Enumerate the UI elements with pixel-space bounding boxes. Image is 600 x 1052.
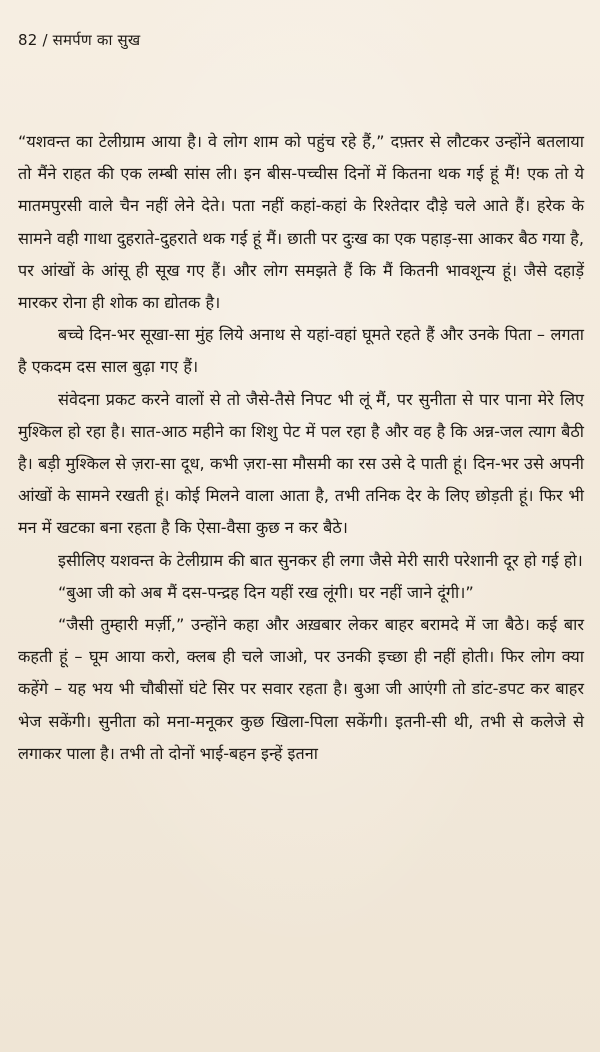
paragraph: बच्चे दिन-भर सूखा-सा मुंह लिये अनाथ से यहां-वहां घूमते रहते हैं और उनके पिता – लगता है एकदम दस साल बुढ़ा गए हैं। — [18, 325, 584, 377]
paragraph: संवेदना प्रकट करने वालों से तो जैसे-तैसे निपट भी लूं मैं, पर सुनीता से पार पाना मेरे लिए मुश्किल हो रहा है। सात-आठ महीने का शिशु पेट में पल रहा है और वह है कि अन्न-जल त्याग बैठी है। बड़ी मुश्किल से ज़रा-सा दूध, कभी ज़रा-सा मौसमी का रस उसे दे पाती हूं। दिन-भर उसे अपनी आंखों के सामने रखती हूं। कोई मिलने वाला आता है, तभी तनिक देर के लिए छोड़ती हूं। फिर भी मन में खटका बना रहता है कि ऐसा-वैसा कुछ न कर बैठे। — [18, 389, 584, 538]
paragraph: “बुआ जी को अब मैं दस-पन्द्रह दिन यहीं रख लूंगी। घर नहीं जाने दूंगी।” — [58, 582, 474, 602]
paragraph: इसीलिए यशवन्त के टेलीग्राम की बात सुनकर ही लगा जैसे मेरी सारी परेशानी दूर हो गई हो। — [58, 550, 583, 570]
paragraph: “यशवन्त का टेलीग्राम आया है। वे लोग शाम को पहुंच रहे हैं,” दफ़्तर से लौटकर उन्होंने बतलाया तो मैंने राहत की एक लम्बी सांस ली। इन बीस-पच्चीस दिनों में कितना थक गई हूं मैं! एक तो ये मातमपुरसी वाले चैन नहीं लेने देते। पता नहीं कहां-कहां के रिश्तेदार दौड़े चले आते हैं। हरेक के सामने वही गाथा दुहराते-दुहराते थक गई हूं मैं। छाती पर दुःख का एक पहाड़-सा आकर बैठ गया है, पर आंखों के आंसू ही सूख गए हैं। और लोग समझते हैं कि मैं कितनी भावशून्य हूं। जैसे दहाड़ें मारकर रोना ही शोक का द्योतक है। — [18, 132, 584, 313]
body-text — [18, 126, 584, 770]
paragraph: “जैसी तुम्हारी मर्ज़ी,” उन्होंने कहा और अख़बार लेकर बाहर बरामदे में जा बैठे। कई बार कहती हूं – घूम आया करो, क्लब ही चले जाओ, पर उनकी इच्छा ही नहीं होती। फिर लोग क्या कहेंगे – यह भय भी चौबीसों घंटे सिर पर सवार रहता है। बुआ जी आएंगी तो डांट-डपट कर बाहर भेज सकेंगी। सुनीता को मना-मनूकर कुछ खिला-पिला सकेंगी। इतनी-सी थी, तभी से कलेजे से लगाकर पाला है। तभी तो दोनों भाई-बहन इन्हें इतना — [18, 615, 584, 763]
running-head: 82 / समर्पण का सुख — [18, 31, 141, 49]
